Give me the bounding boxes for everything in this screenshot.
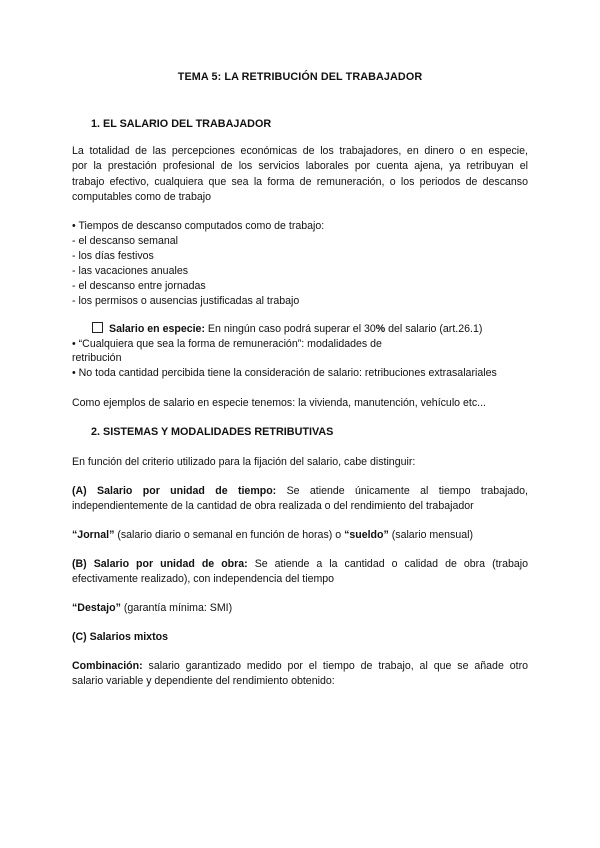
destajo-text: (garantía mínima: SMI) [120,602,233,614]
combinacion-label: Combinación: [72,660,143,672]
rest-item: - el descanso entre jornadas [72,280,206,292]
sueldo-label: “sueldo” [344,529,389,541]
combinacion-line-1 [72,659,528,673]
definition-line-2: por la prestación profesional de los servicios laborales por cuenta ajena, ya retribuyan el [72,160,528,172]
definition-line-1: La totalidad de las percepciones económicas de los trabajadores, en dinero o en especie, [72,145,528,157]
salarios-mixtos-heading [72,630,168,644]
salarios-mixtos-label: (C) Salarios mixtos [72,631,168,643]
salario-especie-percent: % [375,323,386,335]
salario-tiempo-label: (A) Salario por unidad de tiempo: [72,485,277,497]
salario-obra-line-1 [72,557,528,571]
salario-tiempo-line-2: independientemente de la cantidad de obra realizada o del rendimiento del trabajador [72,500,474,512]
page-title: TEMA 5: LA RETRIBUCIÓN DEL TRABAJADOR [177,71,423,83]
section-1-heading: 1. EL SALARIO DEL TRABAJADOR [91,118,272,130]
salario-especie-text: En ningún caso podrá superar el 30 [204,323,376,335]
rest-intro: • Tiempos de descanso computados como de trabajo: [72,220,325,232]
section-2-heading: 2. SISTEMAS Y MODALIDADES RETRIBUTIVAS [91,426,334,438]
destajo-line [72,601,232,615]
salario-tiempo-text: Se atiende únicamente al tiempo trabajado, [276,485,528,497]
rest-item: - los permisos o ausencias justificadas al trabajo [72,295,300,307]
salario-especie-tail: del salario (art.26.1) [385,323,483,335]
salario-especie-label: Salario en especie: [109,323,205,335]
bullet-remuneracion: • “Cualquiera que sea la forma de remuneración”: modalidades de [72,338,382,350]
salario-obra-line-2: efectivamente realizado), con independencia del tiempo [72,573,335,585]
destajo-label: “Destajo” [72,602,121,614]
bullet-extrasalariales: • No toda cantidad percibida tiene la consideración de salario: retribuciones extrasalariales [72,367,497,379]
rest-item: - las vacaciones anuales [72,265,189,277]
definition-line-4: computables como de trabajo [72,191,211,203]
sueldo-text: (salario mensual) [388,529,473,541]
salario-tiempo-line-1 [72,484,528,498]
rest-item: - el descanso semanal [72,235,178,247]
rest-item: - los días festivos [72,250,154,262]
salario-obra-label: (B) Salario por unidad de obra: [72,558,248,570]
examples-text: Como ejemplos de salario en especie tenemos: la vivienda, manutención, vehículo etc... [72,397,486,409]
section-2-intro: En función del criterio utilizado para la fijación del salario, cabe distinguir: [72,456,416,468]
combinacion-text: salario garantizado medido por el tiempo de trabajo, al que se añade otro [142,660,528,672]
salario-obra-text: Se atiende a la cantidad o calidad de obra (trabajo [247,558,528,570]
combinacion-line-2: salario variable y dependiente del rendimiento obtenido: [72,675,335,687]
bullet-remuneracion-cont: retribución [72,352,122,364]
jornal-text: (salario diario o semanal en función de horas) o [114,529,345,541]
jornal-sueldo-line [72,528,473,542]
checkbox-icon [92,322,103,333]
jornal-label: “Jornal” [72,529,115,541]
salario-especie-line [92,322,482,336]
definition-line-3: trabajo efectivo, cualquiera que sea la forma de remuneración, o los periodos de descanso [72,176,528,188]
